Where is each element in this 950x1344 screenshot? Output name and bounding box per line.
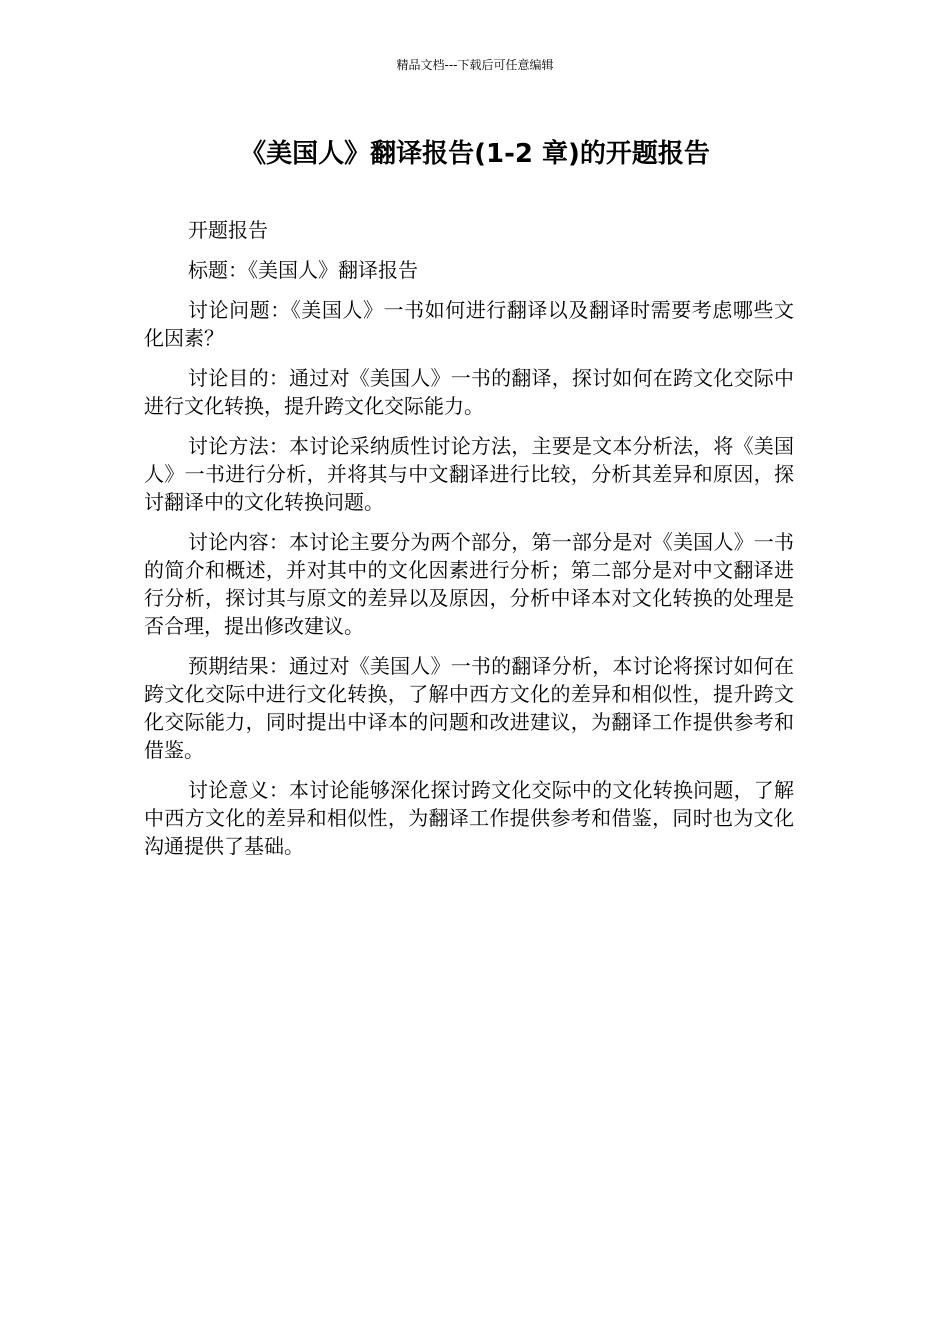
- document-title: 《美国人》翻译报告(1-2 章)的开题报告: [240, 139, 710, 169]
- document-body: [144, 216, 794, 872]
- paragraph-heading: 开题报告: [188, 218, 268, 242]
- page-header: 精品文档---下载后可任意编辑: [396, 58, 554, 72]
- paragraph-topic: 标题：《美国人》翻译报告: [188, 258, 418, 282]
- paragraph-method: 讨论方法：本讨论采纳质性讨论方法，主要是文本分析法，将《美国人》一书进行分析，并将其与中文翻译进行比较，分析其差异和原因，探讨翻译中的文化转换问题。: [144, 434, 794, 514]
- paragraph-purpose: 讨论目的：通过对《美国人》一书的翻译，探讨如何在跨文化交际中进行文化转换，提升跨文化交际能力。: [144, 366, 794, 418]
- paragraph-expected-results: 预期结果：通过对《美国人》一书的翻译分析，本讨论将探讨如何在跨文化交际中进行文化转换，了解中西方文化的差异和相似性，提升跨文化交际能力，同时提出中译本的问题和改进建议，为翻译工作提供参考和借鉴。: [144, 654, 794, 762]
- paragraph-content: 讨论内容：本讨论主要分为两个部分，第一部分是对《美国人》一书的简介和概述，并对其中的文化因素进行分析；第二部分是对中文翻译进行分析，探讨其与原文的差异以及原因，分析中译本对文化转换的处理是否合理，提出修改建议。: [144, 530, 794, 638]
- paragraph-significance: 讨论意义：本讨论能够深化探讨跨文化交际中的文化转换问题，了解中西方文化的差异和相似性，为翻译工作提供参考和借鉴，同时也为文化沟通提供了基础。: [144, 778, 794, 858]
- paragraph-question: 讨论问题：《美国人》一书如何进行翻译以及翻译时需要考虑哪些文化因素？: [144, 298, 794, 350]
